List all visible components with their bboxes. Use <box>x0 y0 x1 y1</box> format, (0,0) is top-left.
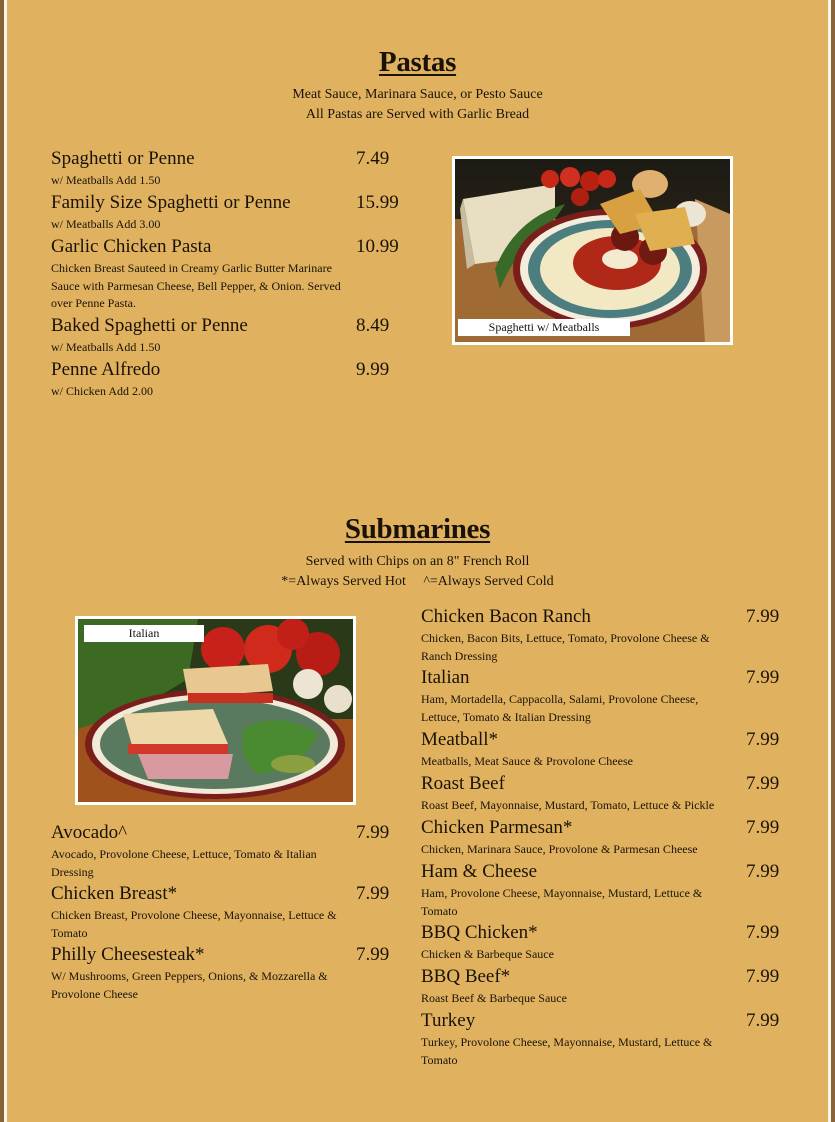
item-price: 7.99 <box>746 922 780 943</box>
menu-item-chicken-bacon-ranch <box>421 605 780 665</box>
item-price: 7.99 <box>746 966 780 987</box>
item-description: Chicken, Marinara Sauce, Provolone & Parmesan Cheese <box>421 842 698 856</box>
menu-item-meatball <box>421 728 780 771</box>
item-name: Garlic Chicken Pasta <box>51 236 212 257</box>
item-description: W/ Mushrooms, Green Peppers, Onions, & Mozzarella & Provolone Cheese <box>51 969 328 1001</box>
menu-item-turkey <box>421 1009 780 1069</box>
item-price: 7.99 <box>746 729 780 750</box>
item-description: Roast Beef, Mayonnaise, Mustard, Tomato, Lettuce & Pickle <box>421 798 715 812</box>
menu-item-avocado <box>51 821 390 881</box>
item-price: 9.99 <box>356 359 390 380</box>
menu-item-spaghetti-or-penne <box>51 147 406 190</box>
item-name: Chicken Bacon Ranch <box>421 606 591 627</box>
item-name: Turkey <box>421 1010 476 1031</box>
spaghetti-meatballs-image-icon <box>455 159 730 342</box>
menu-item-penne-alfredo <box>51 358 406 401</box>
item-name: Philly Cheesesteak* <box>51 944 205 965</box>
menu-item-baked-spaghetti <box>51 314 406 357</box>
item-name: Italian <box>421 667 470 688</box>
item-description: w/ Chicken Add 2.00 <box>51 384 153 398</box>
italian-sub-image-icon <box>78 619 353 802</box>
submarines-subtitle-2: *=Always Served Hot ^=Always Served Cold <box>281 574 554 589</box>
item-description: Turkey, Provolone Cheese, Mayonnaise, Mustard, Lettuce & Tomato <box>421 1035 713 1067</box>
item-price: 8.49 <box>356 315 390 336</box>
menu-item-roast-beef <box>421 772 780 815</box>
menu-item-ham-and-cheese <box>421 860 780 920</box>
spaghetti-meatballs-photo <box>452 156 733 345</box>
menu-item-bbq-chicken <box>421 921 780 964</box>
pastas-subtitle-2: All Pastas are Served with Garlic Bread <box>305 107 530 122</box>
item-name: Avocado^ <box>51 822 128 843</box>
pastas-heading: Pastas <box>378 46 457 78</box>
item-description: Ham, Mortadella, Cappacolla, Salami, Provolone Cheese, Lettuce, Tomato & Italian Dressing <box>421 692 699 724</box>
item-price: 7.99 <box>746 773 780 794</box>
item-description: w/ Meatballs Add 3.00 <box>51 217 161 231</box>
menu-item-italian <box>421 666 780 726</box>
item-name: Spaghetti or Penne <box>51 148 195 169</box>
item-price: 7.99 <box>356 822 390 843</box>
item-price: 7.99 <box>746 861 780 882</box>
item-name: BBQ Chicken* <box>421 922 538 943</box>
item-description: Chicken Breast Sauteed in Creamy Garlic Butter Marinare Sauce with Parmesan Cheese, Bell Pepper, & Onion. Served over Penne Pasta. <box>51 261 341 310</box>
item-name: Penne Alfredo <box>51 359 161 380</box>
italian-sub-photo <box>75 616 356 805</box>
item-price: 15.99 <box>356 192 399 213</box>
item-name: BBQ Beef* <box>421 966 511 987</box>
item-description: Roast Beef & Barbeque Sauce <box>421 991 567 1005</box>
item-description: Chicken & Barbeque Sauce <box>421 947 554 961</box>
item-price: 7.99 <box>356 883 390 904</box>
submarines-heading: Submarines <box>344 513 491 545</box>
item-name: Chicken Parmesan* <box>421 817 573 838</box>
menu-item-garlic-chicken-pasta <box>51 235 399 313</box>
item-description: Ham, Provolone Cheese, Mayonnaise, Mustard, Lettuce & Tomato <box>421 886 703 918</box>
item-description: w/ Meatballs Add 1.50 <box>51 340 161 354</box>
item-name: Chicken Breast* <box>51 883 178 904</box>
menu-item-bbq-beef <box>421 965 780 1008</box>
item-name: Meatball* <box>421 729 499 750</box>
item-price: 7.99 <box>746 817 780 838</box>
menu-item-chicken-breast <box>51 882 390 942</box>
item-price: 10.99 <box>356 236 399 257</box>
item-description: w/ Meatballs Add 1.50 <box>51 173 161 187</box>
item-price: 7.49 <box>356 148 390 169</box>
menu-item-chicken-parmesan <box>421 816 780 859</box>
item-description: Chicken, Bacon Bits, Lettuce, Tomato, Provolone Cheese & Ranch Dressing <box>421 631 710 663</box>
item-name: Ham & Cheese <box>421 861 538 882</box>
item-price: 7.99 <box>746 1010 780 1031</box>
photo-caption: Italian <box>84 625 204 642</box>
item-name: Family Size Spaghetti or Penne <box>51 192 291 213</box>
submarines-subtitle-1: Served with Chips on an 8" French Roll <box>305 554 530 569</box>
item-description: Meatballs, Meat Sauce & Provolone Cheese <box>421 754 633 768</box>
item-price: 7.99 <box>746 667 780 688</box>
pastas-subtitle-1: Meat Sauce, Marinara Sauce, or Pesto Sauce <box>292 87 543 102</box>
item-description: Avocado, Provolone Cheese, Lettuce, Tomato & Italian Dressing <box>51 847 317 879</box>
item-name: Roast Beef <box>421 773 505 794</box>
item-price: 7.99 <box>746 606 780 627</box>
photo-caption: Spaghetti w/ Meatballs <box>458 319 630 336</box>
item-description: Chicken Breast, Provolone Cheese, Mayonnaise, Lettuce & Tomato <box>51 908 337 940</box>
menu-item-philly-cheesesteak <box>51 943 390 1003</box>
menu-item-family-size-spaghetti <box>51 191 406 234</box>
item-price: 7.99 <box>356 944 390 965</box>
item-name: Baked Spaghetti or Penne <box>51 315 248 336</box>
